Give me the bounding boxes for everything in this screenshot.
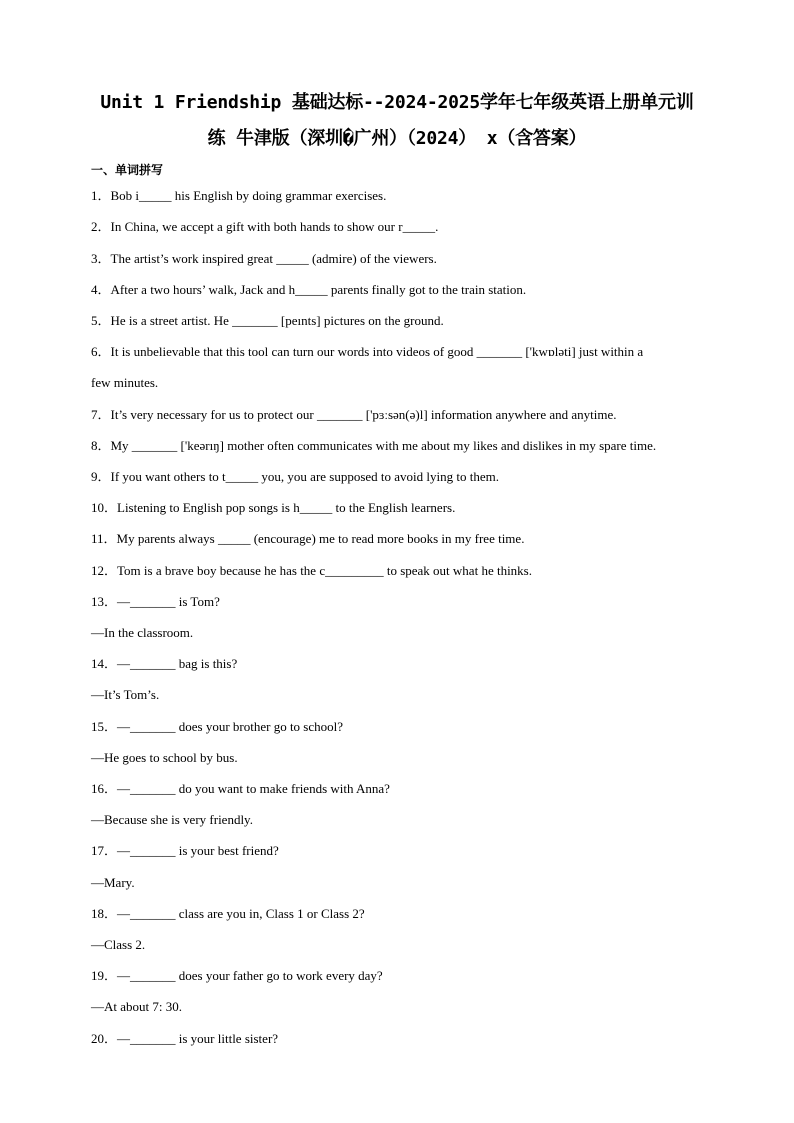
exercise-line: 9．If you want others to t_____ you, you are supposed to avoid lying to them. bbox=[91, 469, 500, 484]
exercise-line: 17．—_______ is your best friend? bbox=[91, 843, 279, 858]
exercise-line: 14．—_______ bag is this? bbox=[91, 656, 238, 671]
exercise-line-continuation: few minutes. bbox=[91, 375, 159, 390]
exercise-line: 18．—_______ class are you in, Class 1 or Class 2? bbox=[91, 906, 365, 921]
answer-line: —In the classroom. bbox=[91, 625, 194, 640]
exercise-line: 12．Tom is a brave boy because he has the c_________ to speak out what he thinks. bbox=[91, 563, 532, 578]
exercise-line: 19．—_______ does your father go to work every day? bbox=[91, 968, 383, 983]
exercise-line: 3．The artist’s work inspired great _____ (admire) of the viewers. bbox=[91, 251, 437, 266]
answer-line: —Mary. bbox=[91, 875, 135, 890]
exercise-line: 15．—_______ does your brother go to school? bbox=[91, 719, 344, 734]
answer-line: —It’s Tom’s. bbox=[91, 687, 160, 702]
answer-line: —At about 7: 30. bbox=[91, 999, 182, 1014]
exercise-line: 4．After a two hours’ walk, Jack and h_____ parents finally got to the train station. bbox=[91, 282, 527, 297]
exercise-line: 11．My parents always _____ (encourage) me to read more books in my free time. bbox=[91, 531, 525, 546]
exercise-line: 7．It’s very necessary for us to protect our _______ ['pɜːsən(ə)l] information anywhere and anytime. bbox=[91, 407, 617, 422]
exercise-line: 5．He is a street artist. He _______ [peınts] pictures on the ground. bbox=[91, 313, 444, 328]
section-heading: 一、单词拼写 bbox=[91, 163, 164, 177]
exercise-line: 2．In China, we accept a gift with both hands to show our r_____. bbox=[91, 219, 439, 234]
answer-line: —Because she is very friendly. bbox=[91, 812, 253, 827]
exercise-line: 20．—_______ is your little sister? bbox=[91, 1031, 279, 1046]
exercise-line: 6．It is unbelievable that this tool can turn our words into videos of good _______ ['kwɒləti] just within a bbox=[91, 344, 644, 359]
exercise-line: 8．My _______ ['keərıŋ] mother often communicates with me about my likes and dislikes in my spare time. bbox=[91, 438, 657, 453]
exercise-line: 10．Listening to English pop songs is h_____ to the English learners. bbox=[91, 500, 456, 515]
answer-line: —Class 2. bbox=[91, 937, 146, 952]
answer-line: —He goes to school by bus. bbox=[91, 750, 238, 765]
exercise-line: 1．Bob i_____ his English by doing grammar exercises. bbox=[91, 188, 387, 203]
document-title-line-1: Unit 1 Friendship 基础达标--2024-2025学年七年级英语上册单元训 bbox=[100, 92, 694, 113]
exercise-line: 16．—_______ do you want to make friends with Anna? bbox=[91, 781, 390, 796]
exercise-line: 13．—_______ is Tom? bbox=[91, 594, 220, 609]
document-title-line-2: 练 牛津版（深圳�广州）（2024） x（含答案） bbox=[207, 128, 587, 149]
